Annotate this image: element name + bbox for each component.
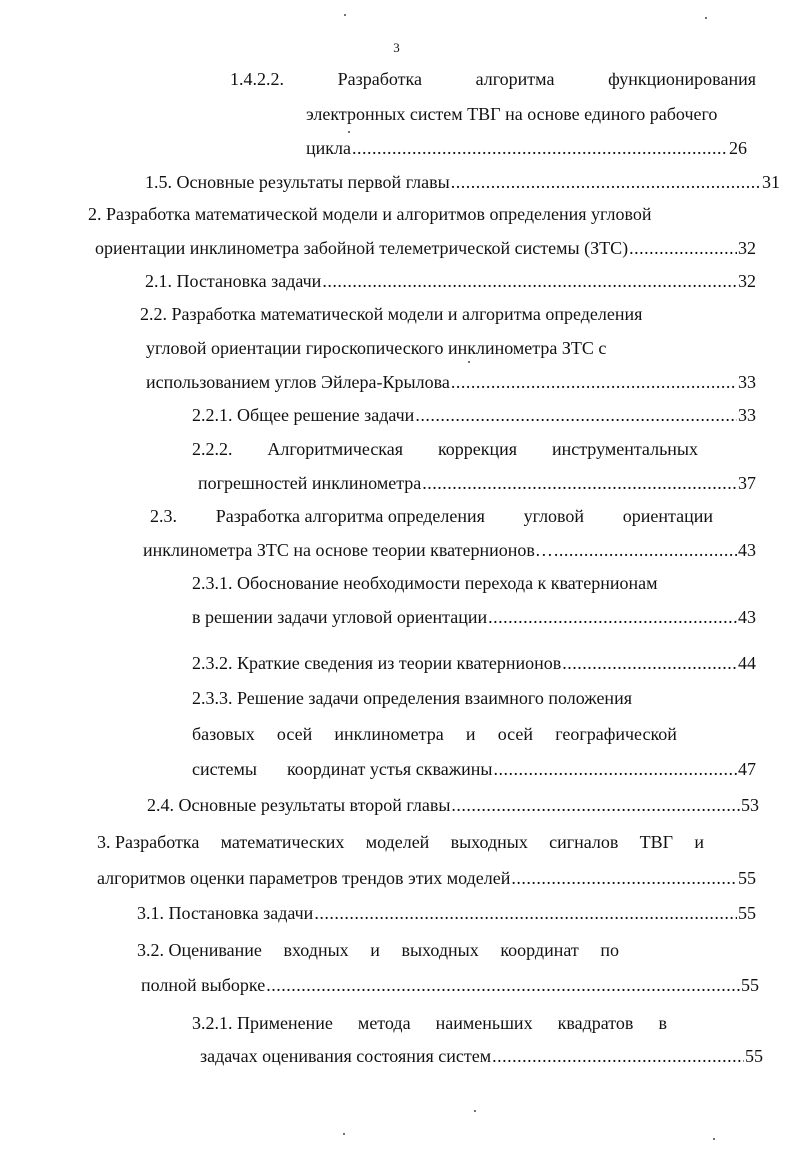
toc-word: координат [500,940,579,960]
toc-entry-text: системы [192,759,257,779]
toc-page-number: 55 [738,903,756,923]
scan-speck [344,14,346,16]
toc-page-number: 53 [741,795,759,815]
toc-entry-text: задачах оценивания состояния систем [200,1046,492,1066]
leader-dots [451,171,761,193]
toc-word: инклинометра [334,724,444,744]
toc-entry-2-1 [145,270,756,292]
toc-page-number: 33 [738,405,756,425]
toc-entry-text: цикла [306,138,351,158]
toc-entry-text: 2.3.2. Краткие сведения из теории кватернионов [192,653,562,673]
toc-entry-2-2-2 [192,438,698,460]
toc-entry-continuation [146,337,606,359]
toc-page-number: 37 [738,473,756,493]
toc-word: входных [283,940,349,960]
toc-word: базовых [192,724,255,744]
toc-word: выходных [450,832,528,852]
leader-dots [488,606,737,628]
toc-entry-2-3-3 [192,687,632,709]
leader-dots [352,137,728,159]
toc-word: географической [555,724,677,744]
toc-page-number: 55 [738,868,756,888]
toc-entry-text: инклинометра ЗТС на основе теории кватернионов… [143,540,553,560]
toc-entry-text: 2.2.1. Общее решение задачи [192,405,415,425]
toc-entry-3-2 [137,939,619,961]
toc-entry-continuation [143,539,756,561]
leader-dots [554,539,737,561]
leader-dots [494,758,738,780]
toc-entry-3-2-1 [192,1012,667,1034]
toc-entry-continuation [306,103,717,125]
toc-page-number: 26 [729,138,747,158]
toc-word: математических [220,832,345,852]
toc-entry-2 [88,203,651,225]
toc-word: коррекция [437,439,518,459]
toc-word: и [694,832,704,852]
toc-word: квадратов [557,1013,634,1033]
scan-speck [705,17,707,19]
toc-page-number: 55 [741,975,759,995]
toc-entry-continuation [146,371,756,393]
leader-dots [314,902,737,924]
toc-word: ориентации [622,506,713,526]
toc-word: и [370,940,380,960]
toc-entry-text: ориентации инклинометра забойной телеметрической системы (ЗТС) [95,238,629,258]
scan-speck [468,361,470,363]
toc-page-number: 33 [738,372,756,392]
toc-page-number: 32 [738,271,756,291]
scan-speck [713,1138,715,1140]
toc-page-number: 43 [738,540,756,560]
scan-speck [348,131,350,133]
toc-word: Алгоритмическая [267,439,404,459]
leader-dots [492,1045,744,1067]
toc-entry-text: 2.2. Разработка математической модели и алгоритма определения [140,304,643,324]
toc-word: Разработка [337,69,422,89]
toc-page-number: 31 [762,172,780,192]
toc-word: 3. Разработка [97,832,200,852]
toc-entry-text: погрешностей инклинометра [198,473,422,493]
toc-word: сигналов [549,832,619,852]
toc-entry-text: использованием углов Эйлера-Крылова [146,372,450,392]
toc-word: угловой [523,506,585,526]
toc-page-number: 47 [738,759,756,779]
toc-word: ТВГ [639,832,674,852]
toc-entry-continuation [95,237,756,259]
toc-page-number: 44 [738,653,756,673]
leader-dots [511,867,737,889]
toc-entry-continuation [192,606,756,628]
toc-entry-text: угловой ориентации гироскопического инклинометра ЗТС с [146,338,607,358]
leader-dots [422,472,737,494]
toc-word: в [658,1013,667,1033]
toc-word: и [465,724,476,744]
toc-entry-continuation [198,472,756,494]
toc-entry-text: полной выборке [141,975,266,995]
toc-entry-continuation [141,974,759,996]
toc-word: функционирования [608,69,756,89]
leader-dots [451,371,737,393]
toc-word: выходных [401,940,479,960]
toc-entry-2-3-2 [192,652,756,674]
toc-entry-text: 2.1. Постановка задачи [145,271,322,291]
toc-entry-text: 2.3.1. Обоснование необходимости перехода к кватернионам [192,573,658,593]
toc-entry-3-1 [137,902,756,924]
toc-word: моделей [365,832,430,852]
toc-entry-text: в решении задачи угловой ориентации [192,607,488,627]
toc-entry-2-2 [140,303,642,325]
toc-entry-1-4-2-2 [230,68,756,90]
toc-page-number: 32 [738,238,756,258]
toc-word: Разработка алгоритма определения [215,506,485,526]
toc-word: 3.2.1. Применение [192,1013,333,1033]
toc-word: 2.3. [150,506,177,526]
toc-entry-text: 1.5. Основные результаты первой главы [145,172,450,192]
toc-word: инструментальных [551,439,698,459]
toc-word: осей [276,724,313,744]
toc-entry-text: 2.4. Основные результаты второй главы [147,795,451,815]
toc-word: 3.2. Оценивание [137,940,262,960]
toc-word: 1.4.2.2. [230,69,284,89]
leader-dots [266,974,740,996]
toc-page-number: 43 [738,607,756,627]
toc-entry-text: 2.3.3. Решение задачи определения взаимного положения [192,688,632,708]
scan-speck [474,1110,476,1112]
toc-entry-continuation [192,758,756,780]
toc-entry-continuation [200,1045,763,1067]
leader-dots [629,237,737,259]
toc-word: метода [357,1013,411,1033]
leader-dots [451,794,740,816]
toc-entry-text: алгоритмов оценки параметров трендов этих моделей [97,868,511,888]
toc-entry-text: координат устья скважины [286,759,493,779]
page-number: 3 [393,40,400,55]
toc-entry-2-4 [147,794,759,816]
toc-entry-2-3 [150,505,713,527]
leader-dots [562,652,737,674]
toc-entry-text: 2. Разработка математической модели и алгоритмов определения угловой [88,204,652,224]
toc-word: наименьших [435,1013,533,1033]
toc-entry-1-5 [145,171,780,193]
toc-entry-continuation [306,137,747,159]
toc-entry-text: 3.1. Постановка задачи [137,903,314,923]
toc-page-number: 55 [745,1046,763,1066]
toc-entry-2-2-1 [192,404,756,426]
toc-word: алгоритма [475,69,555,89]
leader-dots [322,270,737,292]
toc-word: 2.2.2. [192,439,233,459]
toc-entry-continuation [97,867,756,889]
toc-entry-text: электронных систем ТВГ на основе единого рабочего [306,104,718,124]
toc-word: по [600,940,619,960]
toc-entry-continuation [192,723,677,745]
toc-entry-2-3-1 [192,572,657,594]
toc-word: осей [497,724,534,744]
leader-dots [415,404,737,426]
scan-speck [343,1133,345,1135]
toc-entry-3 [97,831,704,853]
